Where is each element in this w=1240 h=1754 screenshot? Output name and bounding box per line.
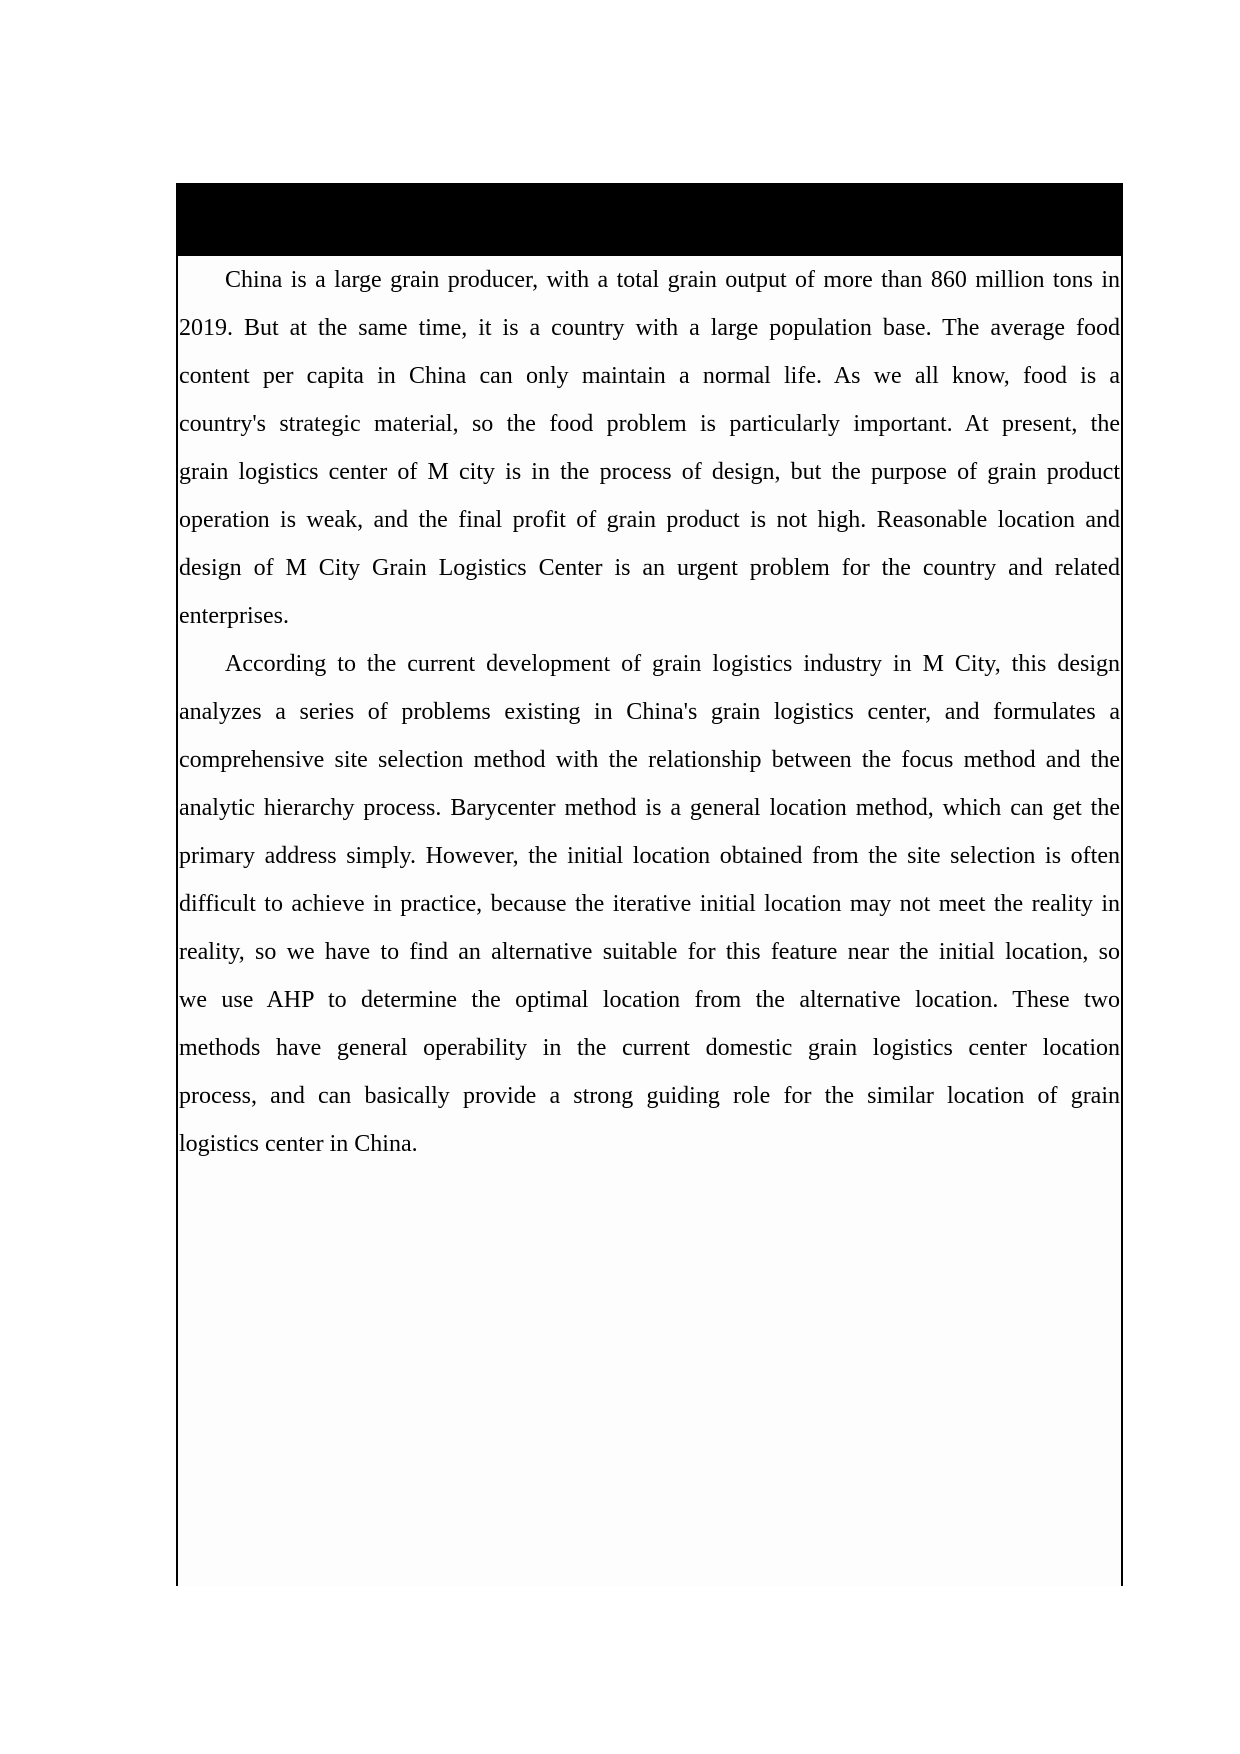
redacted-title-block — [176, 183, 1123, 256]
text-line: design of M City Grain Logistics Center is an urgent problem for the country and related — [179, 555, 1120, 581]
paragraph — [179, 256, 1120, 640]
text-line: 2019. But at the same time, it is a country with a large population base. The average food — [179, 315, 1120, 341]
text-line: reality, so we have to find an alternative suitable for this feature near the initial location, so — [179, 939, 1120, 965]
abstract-body — [179, 256, 1120, 1168]
text-line: content per capita in China can only maintain a normal life. As we all know, food is a — [179, 363, 1120, 389]
paragraph — [179, 640, 1120, 1168]
text-line: analytic hierarchy process. Barycenter method is a general location method, which can get the — [179, 795, 1120, 821]
text-line: logistics center in China. — [179, 1131, 418, 1157]
text-line: methods have general operability in the current domestic grain logistics center location — [179, 1035, 1120, 1061]
text-line: According to the current development of grain logistics industry in M City, this design — [225, 651, 1120, 677]
text-line: country's strategic material, so the food problem is particularly important. At present, the — [179, 411, 1120, 437]
text-line: process, and can basically provide a strong guiding role for the similar location of grain — [179, 1083, 1120, 1109]
text-line: China is a large grain producer, with a total grain output of more than 860 million tons in — [225, 267, 1120, 293]
text-line: grain logistics center of M city is in the process of design, but the purpose of grain product — [179, 459, 1120, 485]
text-line: enterprises. — [179, 603, 289, 629]
text-line: analyzes a series of problems existing in China's grain logistics center, and formulates a — [179, 699, 1120, 725]
text-line: difficult to achieve in practice, because the iterative initial location may not meet the reality in — [179, 891, 1120, 917]
text-line: operation is weak, and the final profit of grain product is not high. Reasonable location and — [179, 507, 1120, 533]
text-line: primary address simply. However, the initial location obtained from the site selection is often — [179, 843, 1120, 869]
abstract-text-box — [176, 256, 1123, 1586]
text-line: we use AHP to determine the optimal location from the alternative location. These two — [179, 987, 1120, 1013]
text-line: comprehensive site selection method with the relationship between the focus method and the — [179, 747, 1120, 773]
